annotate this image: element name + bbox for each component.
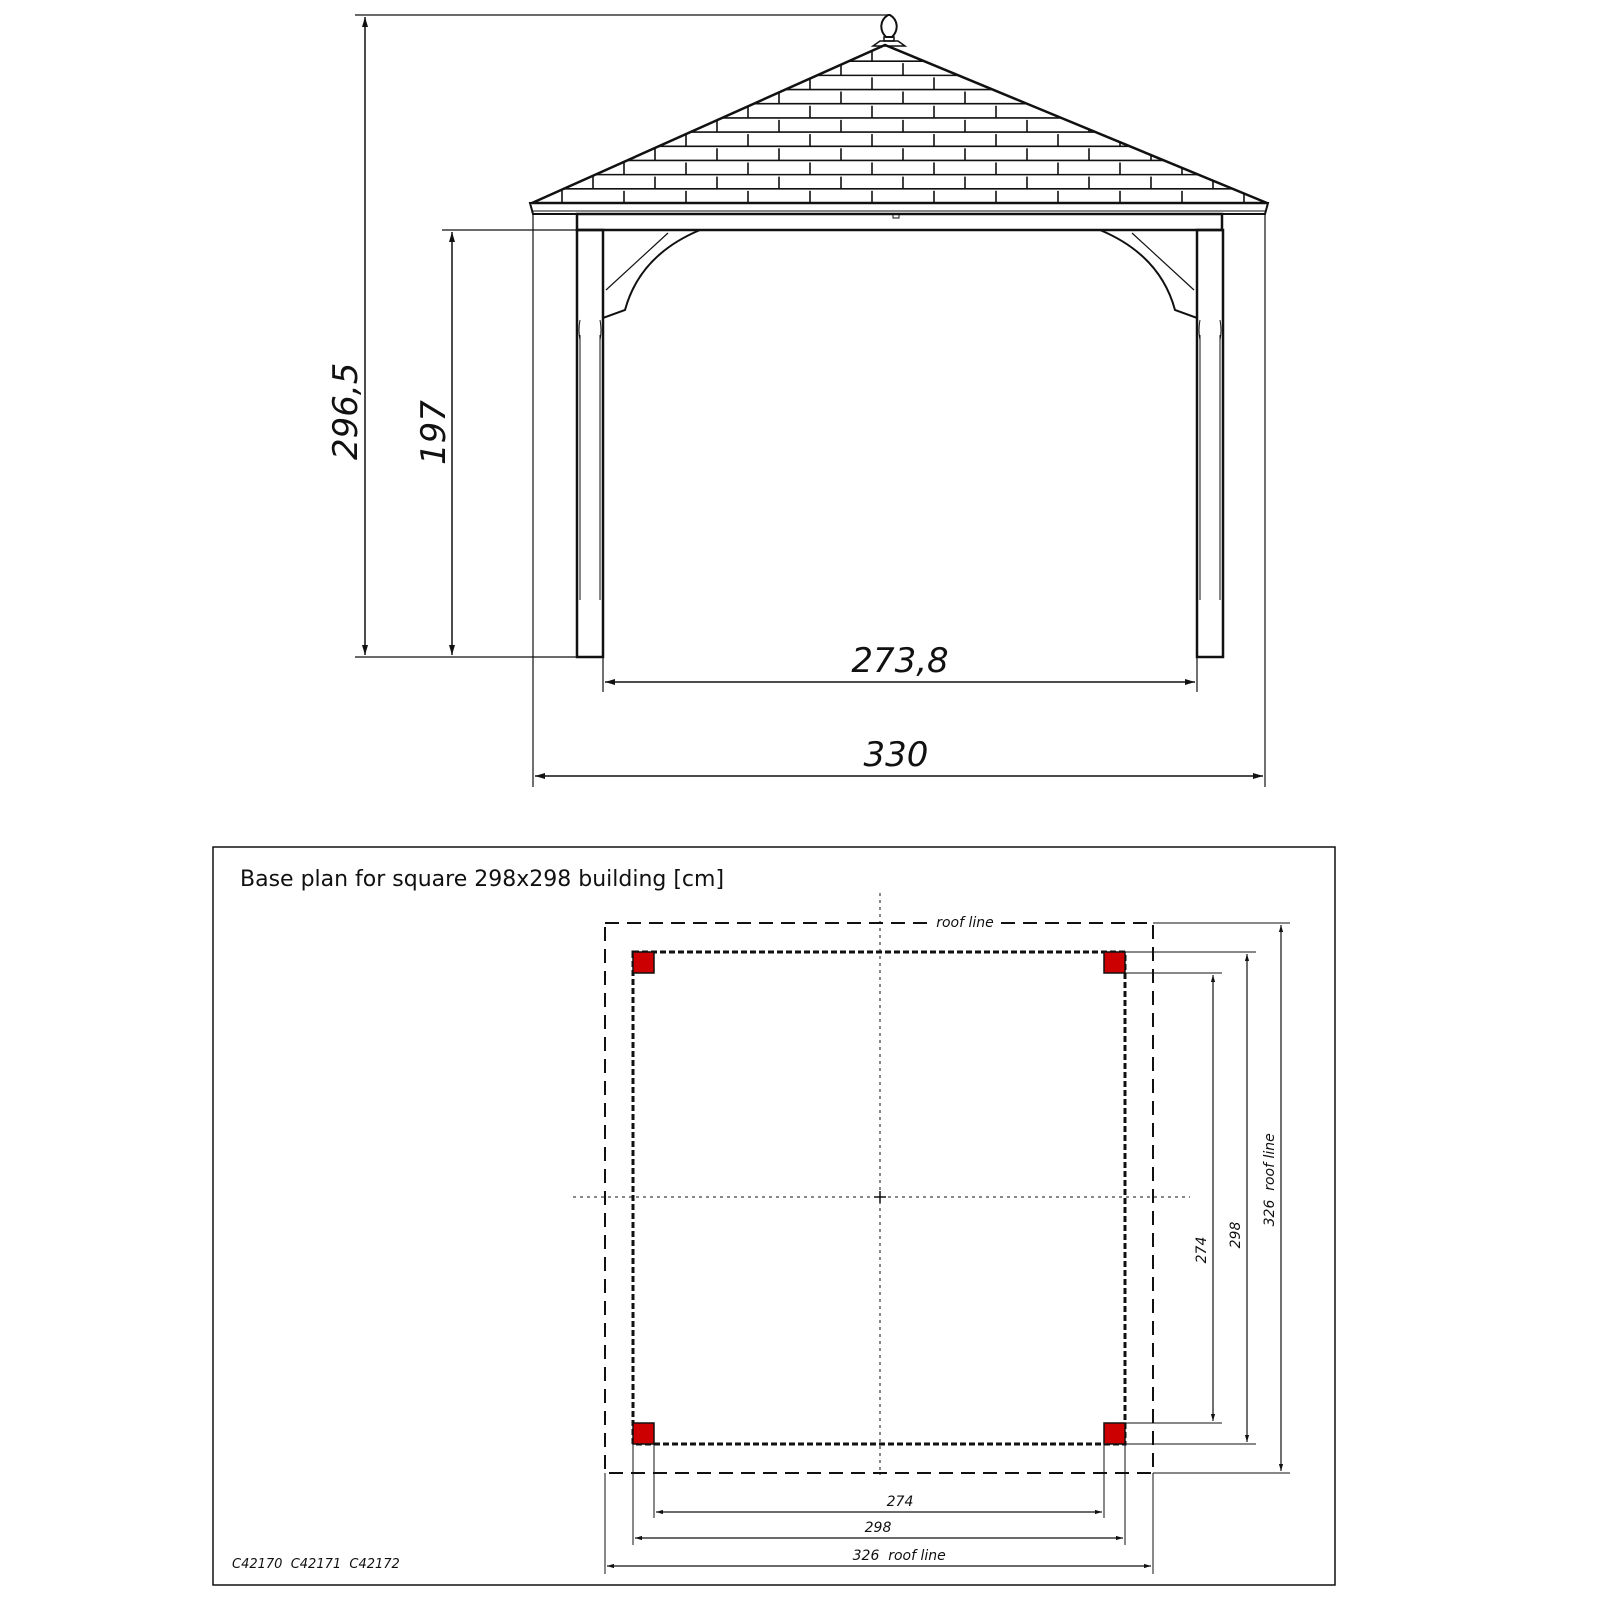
base-plan — [213, 847, 1335, 1585]
dim-274-right-label: 274 — [1194, 1236, 1210, 1264]
dim-overall-width-label: 330 — [863, 735, 929, 775]
dim-326-right-label: 326 — [1262, 1199, 1278, 1227]
post-marker-top-left — [633, 952, 654, 973]
dim-inner-width-label: 273,8 — [851, 641, 949, 681]
roof-line-right-label: roof line — [1262, 1133, 1278, 1191]
dim-274-bottom-label: 274 — [886, 1494, 914, 1510]
product-codes: C42170 C42171 C42172 — [232, 1557, 400, 1572]
plan-frame — [213, 847, 1335, 1585]
plan-dims-bottom — [605, 1444, 1153, 1574]
beam — [577, 214, 1222, 230]
dim-overall-width — [533, 214, 1265, 787]
post-marker-top-right — [1104, 952, 1125, 973]
building-outline — [633, 952, 1125, 1444]
post-marker-bottom-right — [1104, 1423, 1125, 1444]
roof-shingles — [500, 49, 1300, 203]
roof-line-outline — [605, 923, 1153, 1473]
plan-dims-right — [1125, 923, 1290, 1473]
roof-line-top-label: roof line — [936, 915, 994, 931]
post-marker-bottom-left — [633, 1423, 654, 1444]
front-elevation — [326, 15, 1300, 787]
dim-total-height — [326, 15, 888, 657]
right-post — [1197, 230, 1223, 657]
roof — [500, 45, 1300, 214]
plan-title: Base plan for square 298x298 building [cm] — [240, 867, 725, 892]
dim-total-height-label: 296,5 — [326, 362, 366, 460]
dim-inner-width — [603, 641, 1197, 692]
finial — [873, 15, 905, 46]
roof-line-bottom-label: roof line — [888, 1548, 946, 1564]
left-post — [577, 230, 603, 657]
left-bracket — [603, 230, 700, 318]
right-bracket — [1100, 230, 1197, 318]
dim-326-bottom-label: 326 — [852, 1548, 880, 1564]
dim-post-height — [414, 230, 577, 655]
dim-post-height-label: 197 — [414, 400, 454, 465]
dim-298-right-label: 298 — [1228, 1221, 1244, 1249]
dim-298-bottom-label: 298 — [864, 1520, 892, 1536]
